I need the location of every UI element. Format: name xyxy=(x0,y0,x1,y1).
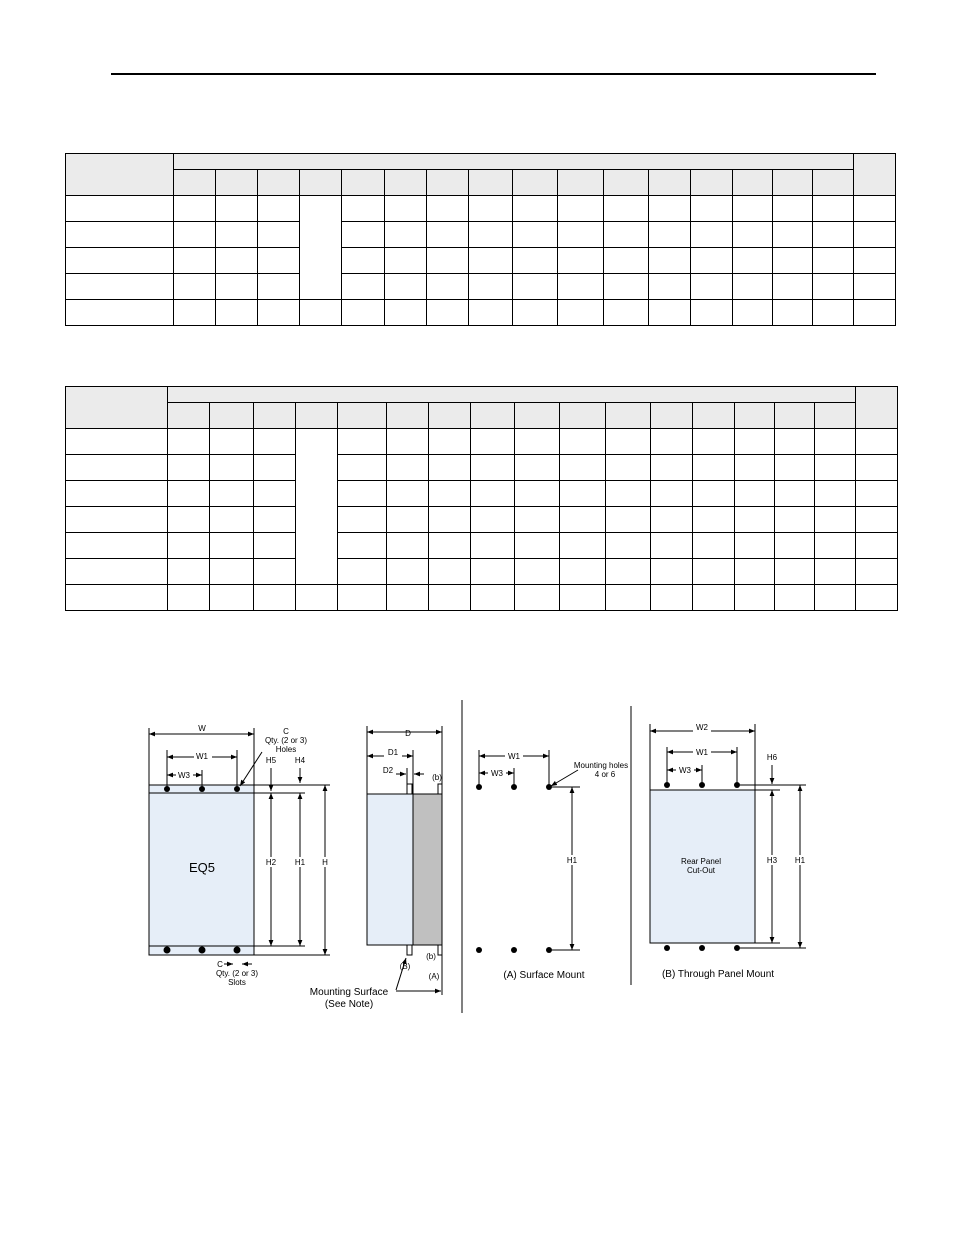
dim-label-d2: D2 xyxy=(382,766,394,775)
label-b-small-bottom: (b) xyxy=(426,952,436,961)
table-row xyxy=(66,585,898,611)
dim-label-h1: H1 xyxy=(294,858,306,867)
header-rule xyxy=(111,73,876,75)
dim-label-w1: W1 xyxy=(196,752,208,761)
holes-note-line-1: C xyxy=(283,727,289,736)
through-panel-view xyxy=(650,724,806,948)
table-header-row xyxy=(66,154,896,170)
dim-label-h2: H2 xyxy=(265,858,277,867)
slots-note-line-2: Qty. (2 or 3) xyxy=(215,969,259,978)
slots-note-line-3: Slots xyxy=(228,978,246,987)
surface-mount-caption: (A) Surface Mount xyxy=(503,970,585,981)
dim-label-d: D xyxy=(405,729,411,738)
mounting-surface-line-1: Mounting Surface xyxy=(309,987,389,998)
model-label: EQ5 xyxy=(188,860,216,875)
label-a: (A) xyxy=(428,972,440,981)
table-subheader-row xyxy=(66,403,898,429)
dim-label-h3: H3 xyxy=(766,856,778,865)
dim-label-w1: W1 xyxy=(696,748,708,757)
table-row xyxy=(66,481,898,507)
dim-label-h1: H1 xyxy=(794,856,806,865)
header-cell xyxy=(66,387,168,429)
table-row xyxy=(66,533,898,559)
dim-label-h4: H4 xyxy=(294,756,306,765)
header-cell xyxy=(856,387,898,429)
dimensions-table-1 xyxy=(65,153,896,326)
holes-note-line-3: Holes xyxy=(275,745,297,754)
holes-note-line-2: Qty. (2 or 3) xyxy=(264,736,308,745)
label-b-big: (B) xyxy=(399,962,411,971)
table-row xyxy=(66,300,896,326)
slots-note-line-1: C xyxy=(217,960,223,969)
dim-label-d1: D1 xyxy=(387,748,399,757)
table-header-row xyxy=(66,387,898,403)
dim-label-h1: H1 xyxy=(566,856,578,865)
mounting-holes xyxy=(476,784,552,953)
dim-label-w3: W3 xyxy=(679,766,691,775)
table-row xyxy=(66,455,898,481)
table-row xyxy=(66,429,898,455)
table-row xyxy=(66,274,896,300)
dim-label-w: W xyxy=(198,724,206,733)
merged-cell xyxy=(300,196,342,300)
cutout-label-line-2: Cut-Out xyxy=(686,866,716,875)
table-row xyxy=(66,248,896,274)
through-panel-caption: (B) Through Panel Mount xyxy=(661,969,775,980)
table-row xyxy=(66,222,896,248)
dim-label-h6: H6 xyxy=(766,753,778,762)
dim-label-w1: W1 xyxy=(508,752,520,761)
header-cell xyxy=(66,154,174,196)
dimension-drawing xyxy=(0,690,954,1030)
dim-label-w3: W3 xyxy=(491,769,503,778)
dim-label-h5: H5 xyxy=(265,756,277,765)
dim-label-w2: W2 xyxy=(696,723,708,732)
table-row xyxy=(66,559,898,585)
cutout-label-line-1: Rear Panel xyxy=(680,857,722,866)
mounting-holes-note-line-2: 4 or 6 xyxy=(594,770,616,779)
dimensions-table-2 xyxy=(65,386,898,611)
dim-label-w3: W3 xyxy=(178,771,190,780)
mounting-surface-line-2: (See Note) xyxy=(324,999,374,1010)
table-row xyxy=(66,507,898,533)
dim-label-h: H xyxy=(322,858,328,867)
table-row xyxy=(66,196,896,222)
surface-mount-view xyxy=(479,750,580,950)
table-subheader-row xyxy=(66,170,896,196)
header-group-cell xyxy=(174,154,854,170)
label-b-small-top: (b) xyxy=(432,773,442,782)
header-cell xyxy=(854,154,896,196)
header-group-cell xyxy=(168,387,856,403)
mounting-holes-note-line-1: Mounting holes xyxy=(573,761,629,770)
merged-cell xyxy=(296,429,338,585)
